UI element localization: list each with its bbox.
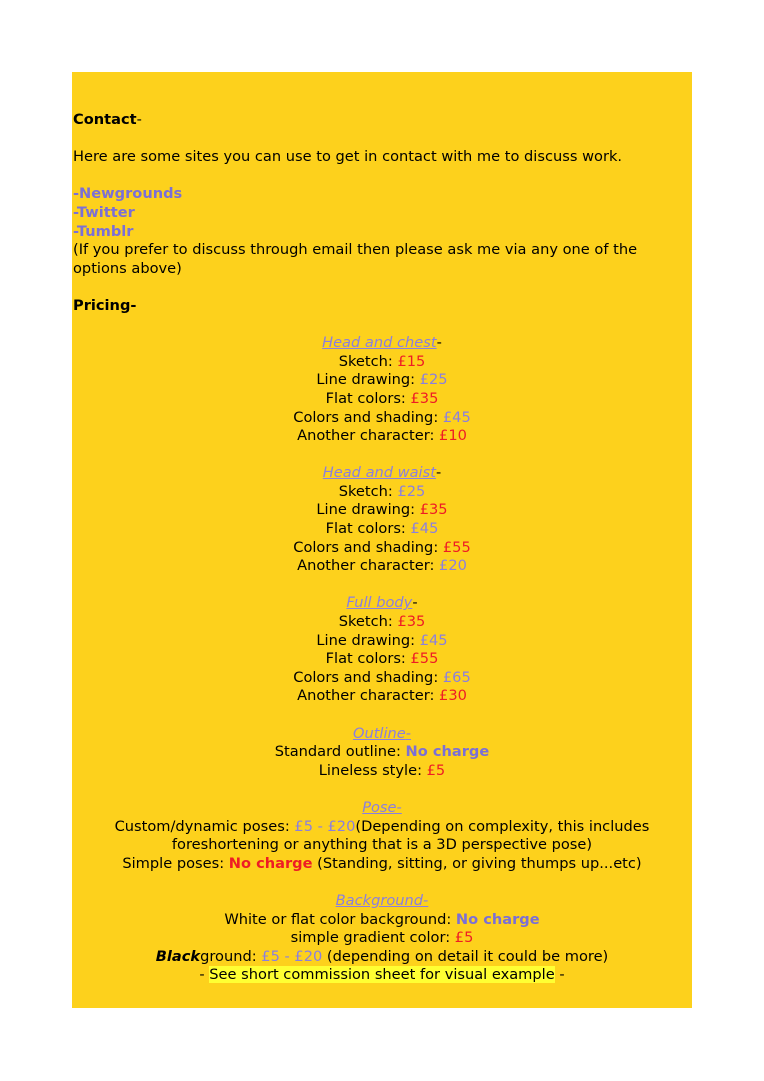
email-note: (If you prefer to discuss through email then please ask me via any one of the options above) [73,241,638,277]
contact-intro: Here are some sites you can use to get in contact with me to discuss work. [73,148,623,166]
price-row: Simple poses: No charge (Standing, sitting, or giving thumps up...etc) [122,854,642,872]
price-row: Sketch: £35 [338,613,426,631]
section-title: Pose- [362,798,402,816]
tumblr-link[interactable]: -Tumblr [73,222,134,240]
price-row: Another character: £10 [297,427,467,445]
newgrounds-link[interactable]: -Newgrounds [73,185,183,203]
price-row: Flat colors: £45 [325,520,439,538]
section-pose [73,799,691,873]
section-title: Head and waist- [322,464,442,482]
section-title: Head and chest- [322,334,442,352]
price-row: Line drawing: £45 [316,631,448,649]
contact-heading: Contact- [73,111,142,128]
price-row: Line drawing: £35 [316,501,448,519]
price-row: Colors and shading: £65 [293,668,471,686]
commission-sheet-note: - See short commission sheet for visual example - [199,966,565,984]
section-title: Outline- [352,724,412,742]
price-row: White or flat color background: No charge [224,910,540,928]
price-row: Standard outline: No charge [274,743,490,761]
price-row: Another character: £20 [297,557,467,575]
price-row: simple gradient color: £5 [290,929,474,947]
price-row: Line drawing: £25 [316,371,448,389]
price-row: Sketch: £15 [338,352,426,370]
section-title: Background- [335,891,429,909]
price-row: Flat colors: £55 [325,650,439,668]
price-row: Blackground: £5 - £20 (depending on detail it could be more) [155,947,609,965]
section-full-body [73,594,691,706]
section-outline [73,725,691,781]
price-row: Custom/dynamic poses: £5 - £20(Depending on complexity, this includes foreshortening or anything that is a 3D perspective pose) [114,817,650,854]
section-head-and-chest [73,334,691,446]
price-row: Flat colors: £35 [325,389,439,407]
section-head-and-waist [73,464,691,576]
price-row: Lineless style: £5 [318,761,446,779]
section-title: Full body- [346,594,418,612]
price-row: Another character: £30 [297,687,467,705]
document-content [73,111,691,985]
section-background [73,892,691,985]
twitter-link[interactable]: -Twitter [73,203,135,221]
price-row: Sketch: £25 [338,482,426,500]
price-row: Colors and shading: £45 [293,408,471,426]
pricing-heading: Pricing- [73,296,137,314]
price-row: Colors and shading: £55 [293,538,471,556]
